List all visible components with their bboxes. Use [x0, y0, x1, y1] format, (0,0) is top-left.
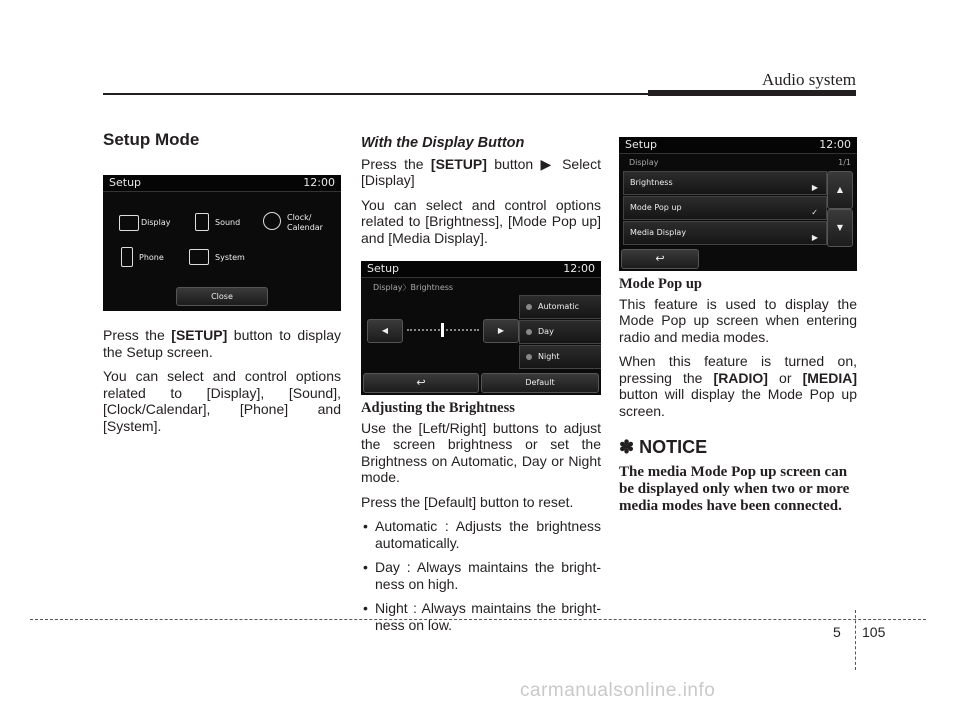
left-column — [103, 132, 341, 149]
row-label: Mode Pop up — [630, 203, 682, 212]
screen-title-bar — [103, 175, 341, 192]
list-item: • Day : Always maintains the bright-ness on high. — [361, 559, 601, 592]
default-button[interactable]: Default — [481, 373, 599, 393]
clock-icon — [263, 212, 281, 230]
right-column — [619, 276, 857, 515]
middle-column — [361, 135, 601, 254]
screen-title: Setup — [625, 138, 658, 151]
menu-row-mode-popup[interactable] — [623, 196, 827, 220]
page-indicator: 1/1 — [838, 158, 851, 167]
radio-icon — [526, 354, 532, 360]
check-icon: ✓ — [811, 208, 818, 217]
phone-icon — [121, 247, 133, 267]
middle-paragraph-2: You can select and control options related to [Brightness], [Mode Pop up] and [Media Display]. — [361, 196, 601, 246]
arrow-icon: ▶ — [540, 155, 555, 172]
option-label: Automatic — [538, 302, 580, 311]
menu-row-brightness[interactable] — [623, 171, 827, 195]
notice-title: NOTICE — [639, 437, 708, 457]
radio-icon — [526, 329, 532, 335]
tile-phone[interactable]: Phone — [139, 253, 164, 262]
footer-divider — [855, 610, 856, 670]
notice-heading — [619, 439, 857, 456]
footer-rule — [30, 619, 926, 620]
tile-sound[interactable]: Sound — [215, 218, 241, 227]
list-item: • Night : Always maintains the bright-ness on low. — [361, 600, 601, 633]
screen-clock: 12:00 — [563, 262, 595, 275]
screen-title-bar — [361, 261, 601, 278]
left-paragraph-1 — [103, 327, 341, 360]
right-button[interactable]: ▶ — [483, 319, 519, 343]
row-label: Media Display — [630, 228, 687, 237]
notice-icon: ✽ — [619, 437, 635, 457]
tile-clock[interactable]: Clock/ — [287, 213, 312, 222]
subsection-heading: With the Display Button — [361, 135, 525, 151]
screen-title: Setup — [109, 176, 142, 189]
option-label: Day — [538, 327, 554, 336]
list-item: • Automatic : Adjusts the brightness automatically. — [361, 518, 601, 551]
section-heading: Setup Mode — [103, 130, 200, 149]
right-paragraph-1: This feature is used to display the Mode Pop up screen when entering radio and media modes. — [619, 295, 857, 345]
row-label: Brightness — [630, 178, 673, 187]
text: When this feature is turned on, pressing the — [619, 353, 857, 386]
screen-title-bar — [619, 137, 857, 154]
option-automatic[interactable] — [519, 295, 601, 319]
middle-body — [361, 400, 601, 641]
middle-paragraph-3: Use the [Left/Right] buttons to adjust the screen brightness or set the Brightness on Automatic, Day or Night mode. — [361, 419, 601, 485]
option-night[interactable] — [519, 345, 601, 369]
text: button to display the Setup screen. — [103, 327, 341, 360]
speaker-icon — [195, 213, 209, 231]
display-icon — [119, 215, 139, 231]
scroll-down-button[interactable]: ▼ — [827, 209, 853, 247]
tile-system[interactable]: System — [215, 253, 245, 262]
chevron-right-icon: ▶ — [811, 233, 818, 242]
display-menu-screen — [619, 137, 857, 271]
notice-text: The media Mode Pop up screen can be displayed only when two or more media modes have been connected. — [619, 463, 850, 514]
setup-screen — [103, 175, 341, 311]
text: Press the — [103, 327, 172, 343]
scroll-up-button[interactable]: ▲ — [827, 171, 853, 209]
brightness-screen — [361, 261, 601, 395]
text: button will display the Mode Pop up screen. — [619, 386, 857, 419]
left-paragraph-2: You can select and control options related to [Display], [Sound], [Clock/Calendar], [Phone] and [System]. — [103, 368, 341, 434]
back-button[interactable]: ↩ — [363, 373, 479, 393]
brightness-marker[interactable] — [441, 323, 444, 337]
text: Select [Display] — [361, 155, 601, 188]
text: or — [767, 369, 803, 386]
tile-display[interactable]: Display — [141, 218, 171, 227]
chevron-right-icon: ▶ — [811, 183, 818, 192]
radio-key: [RADIO] — [713, 369, 768, 386]
chapter-number: 5 — [833, 624, 841, 640]
middle-paragraph-4: Press the [Default] button to reset. — [361, 493, 574, 510]
setup-key: [SETUP] — [430, 155, 487, 172]
left-body — [103, 327, 341, 442]
text: button — [486, 155, 541, 172]
right-paragraph-2 — [619, 353, 857, 419]
system-icon — [189, 249, 209, 265]
adjusting-brightness-heading: Adjusting the Brightness — [361, 400, 515, 416]
running-header-title: Audio system — [762, 70, 856, 89]
screen-clock: 12:00 — [303, 176, 335, 189]
radio-icon — [526, 304, 532, 310]
page-number: 105 — [862, 624, 886, 640]
left-button[interactable]: ◀ — [367, 319, 403, 343]
option-label: Night — [538, 352, 560, 361]
tile-calendar[interactable]: Calendar — [287, 223, 323, 232]
header-bar — [648, 90, 856, 96]
menu-subtitle: Display — [629, 158, 659, 167]
setup-key: [SETUP] — [171, 327, 228, 343]
back-button[interactable]: ↩ — [621, 249, 699, 269]
breadcrumb: Display〉Brightness — [373, 283, 454, 292]
option-day[interactable] — [519, 320, 601, 344]
mode-popup-heading: Mode Pop up — [619, 276, 702, 292]
menu-row-media-display[interactable] — [623, 221, 827, 245]
screen-title: Setup — [367, 262, 400, 275]
screen-clock: 12:00 — [819, 138, 851, 151]
media-key: [MEDIA] — [802, 369, 857, 386]
middle-paragraph-1 — [361, 156, 601, 189]
close-button[interactable]: Close — [176, 287, 268, 306]
brightness-list — [361, 518, 601, 633]
watermark: carmanualsonline.info — [520, 680, 716, 701]
text: Press the — [361, 155, 431, 172]
